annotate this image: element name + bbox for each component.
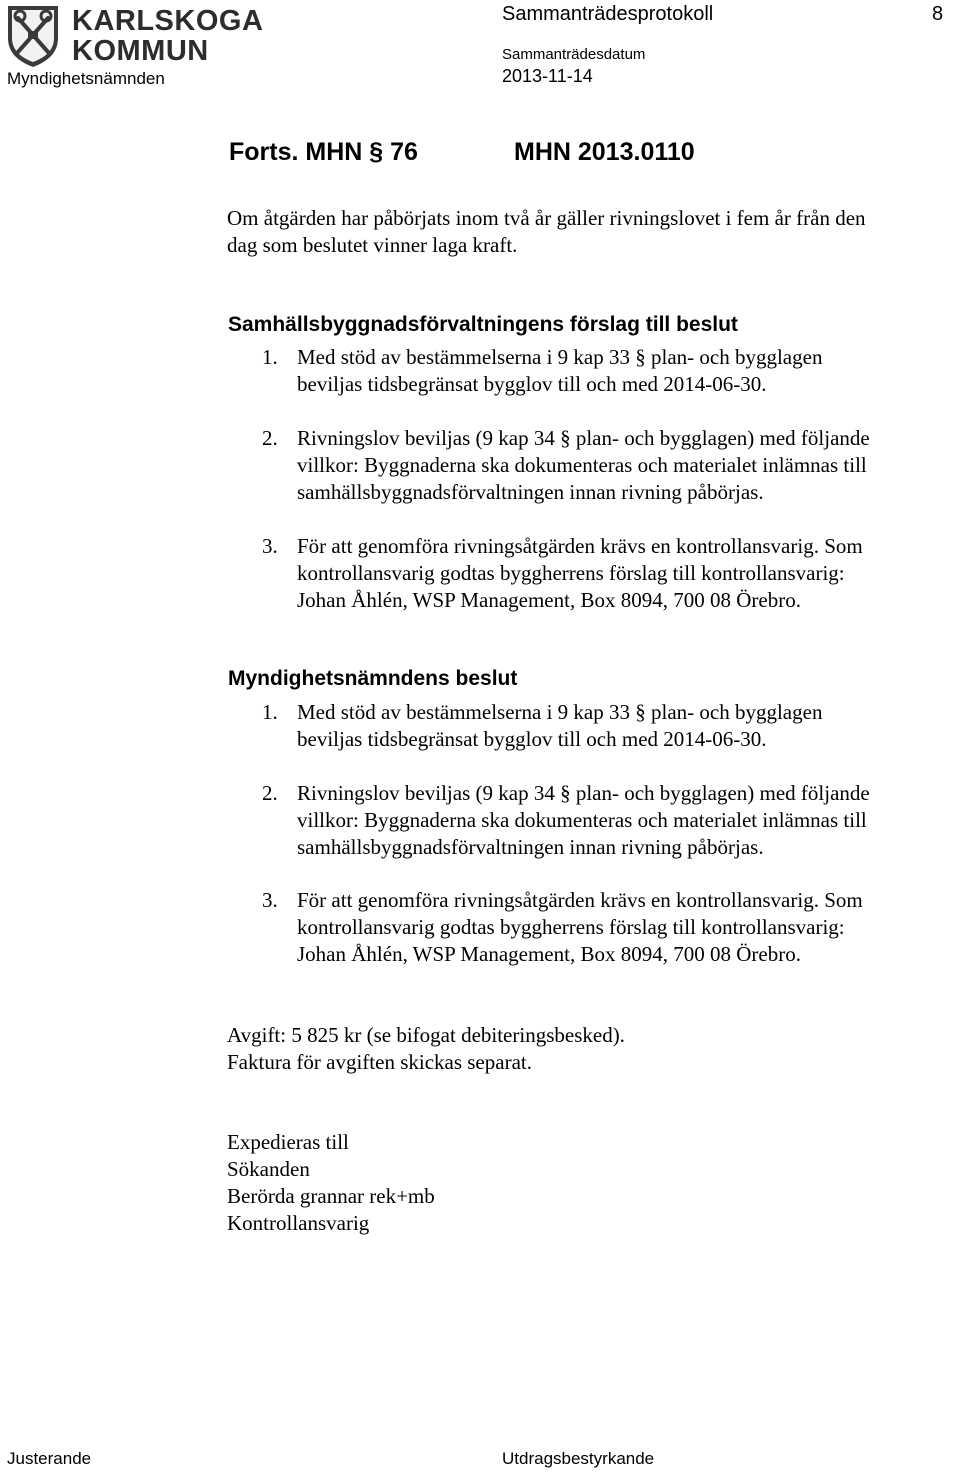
text-line: samhällsbyggnadsförvaltningen innan rivning påbörjas. (297, 480, 764, 504)
section-paragraph-ref: Forts. MHN § 76 (229, 138, 418, 166)
list-number: 1. (262, 345, 278, 369)
text-line: villkor: Byggnaderna ska dokumenteras och materialet inlämnas till (297, 453, 867, 477)
footer-adjuster-label: Justerande (7, 1449, 92, 1468)
text-line: Avgift: 5 825 kr (se bifogat debiteringsbesked). (227, 1023, 625, 1047)
text-line: kontrollansvarig godtas byggherrens förslag till kontrollansvarig: (297, 561, 845, 585)
case-number: MHN 2013.0110 (514, 138, 695, 166)
organization-name: Myndighetsnämnden (7, 69, 165, 88)
text-line: För att genomföra rivningsåtgärden krävs en kontrollansvarig. Som (297, 888, 863, 912)
intro-paragraph (227, 205, 947, 259)
text-line: Rivningslov beviljas (9 kap 34 § plan- och bygglagen) med följande (297, 781, 870, 805)
logo-text-line-1: KARLSKOGA (72, 5, 264, 37)
decision-item-1 (297, 699, 947, 753)
document-title: Sammanträdesprotokoll (502, 3, 714, 25)
text-line: Faktura för avgiften skickas separat. (227, 1050, 532, 1074)
distribution-title: Expedieras till (227, 1130, 349, 1154)
meeting-date-value: 2013-11-14 (502, 66, 593, 86)
text-line: Rivningslov beviljas (9 kap 34 § plan- och bygglagen) med följande (297, 426, 870, 450)
logo-text-line-2: KOMMUN (72, 35, 209, 67)
text-line: Johan Åhlén, WSP Management, Box 8094, 700 08 Örebro. (297, 588, 801, 612)
list-number: 2. (262, 426, 278, 450)
list-number: 2. (262, 781, 278, 805)
text-line: villkor: Byggnaderna ska dokumenteras och materialet inlämnas till (297, 808, 867, 832)
meeting-date-label: Sammanträdesdatum (502, 46, 646, 63)
text-line: beviljas tidsbegränsat bygglov till och med 2014-06-30. (297, 372, 767, 396)
proposal-item-2 (297, 425, 947, 506)
coat-of-arms-icon (6, 4, 60, 68)
text-line: För att genomföra rivningsåtgärden krävs en kontrollansvarig. Som (297, 534, 863, 558)
list-number: 3. (262, 534, 278, 558)
distribution-list (227, 1129, 947, 1237)
list-number: 3. (262, 888, 278, 912)
text-line: Johan Åhlén, WSP Management, Box 8094, 700 08 Örebro. (297, 942, 801, 966)
decision-item-3 (297, 887, 947, 968)
text-line: samhällsbyggnadsförvaltningen innan rivning påbörjas. (297, 835, 764, 859)
text-line: Med stöd av bestämmelserna i 9 kap 33 § plan- och bygglagen (297, 345, 823, 369)
decision-item-2 (297, 780, 947, 861)
proposal-heading: Samhällsbyggnadsförvaltningens förslag till beslut (228, 313, 738, 336)
recipient: Sökanden (227, 1157, 310, 1181)
list-number: 1. (262, 700, 278, 724)
proposal-item-1 (297, 344, 947, 398)
text-line: kontrollansvarig godtas byggherrens förslag till kontrollansvarig: (297, 915, 845, 939)
fee-paragraph (227, 1022, 947, 1076)
text-line: Om åtgärden har påbörjats inom två år gäller rivningslovet i fem år från den (227, 206, 866, 230)
text-line: dag som beslutet vinner laga kraft. (227, 233, 518, 257)
recipient: Kontrollansvarig (227, 1211, 370, 1235)
recipient: Berörda grannar rek+mb (227, 1184, 435, 1208)
municipality-logo (6, 4, 264, 68)
footer-certifier-label: Utdragsbestyrkande (502, 1449, 655, 1468)
text-line: Med stöd av bestämmelserna i 9 kap 33 § plan- och bygglagen (297, 700, 823, 724)
decision-heading: Myndighetsnämndens beslut (228, 667, 518, 690)
text-line: beviljas tidsbegränsat bygglov till och med 2014-06-30. (297, 727, 767, 751)
page-number: 8 (932, 3, 944, 25)
proposal-item-3 (297, 533, 947, 614)
